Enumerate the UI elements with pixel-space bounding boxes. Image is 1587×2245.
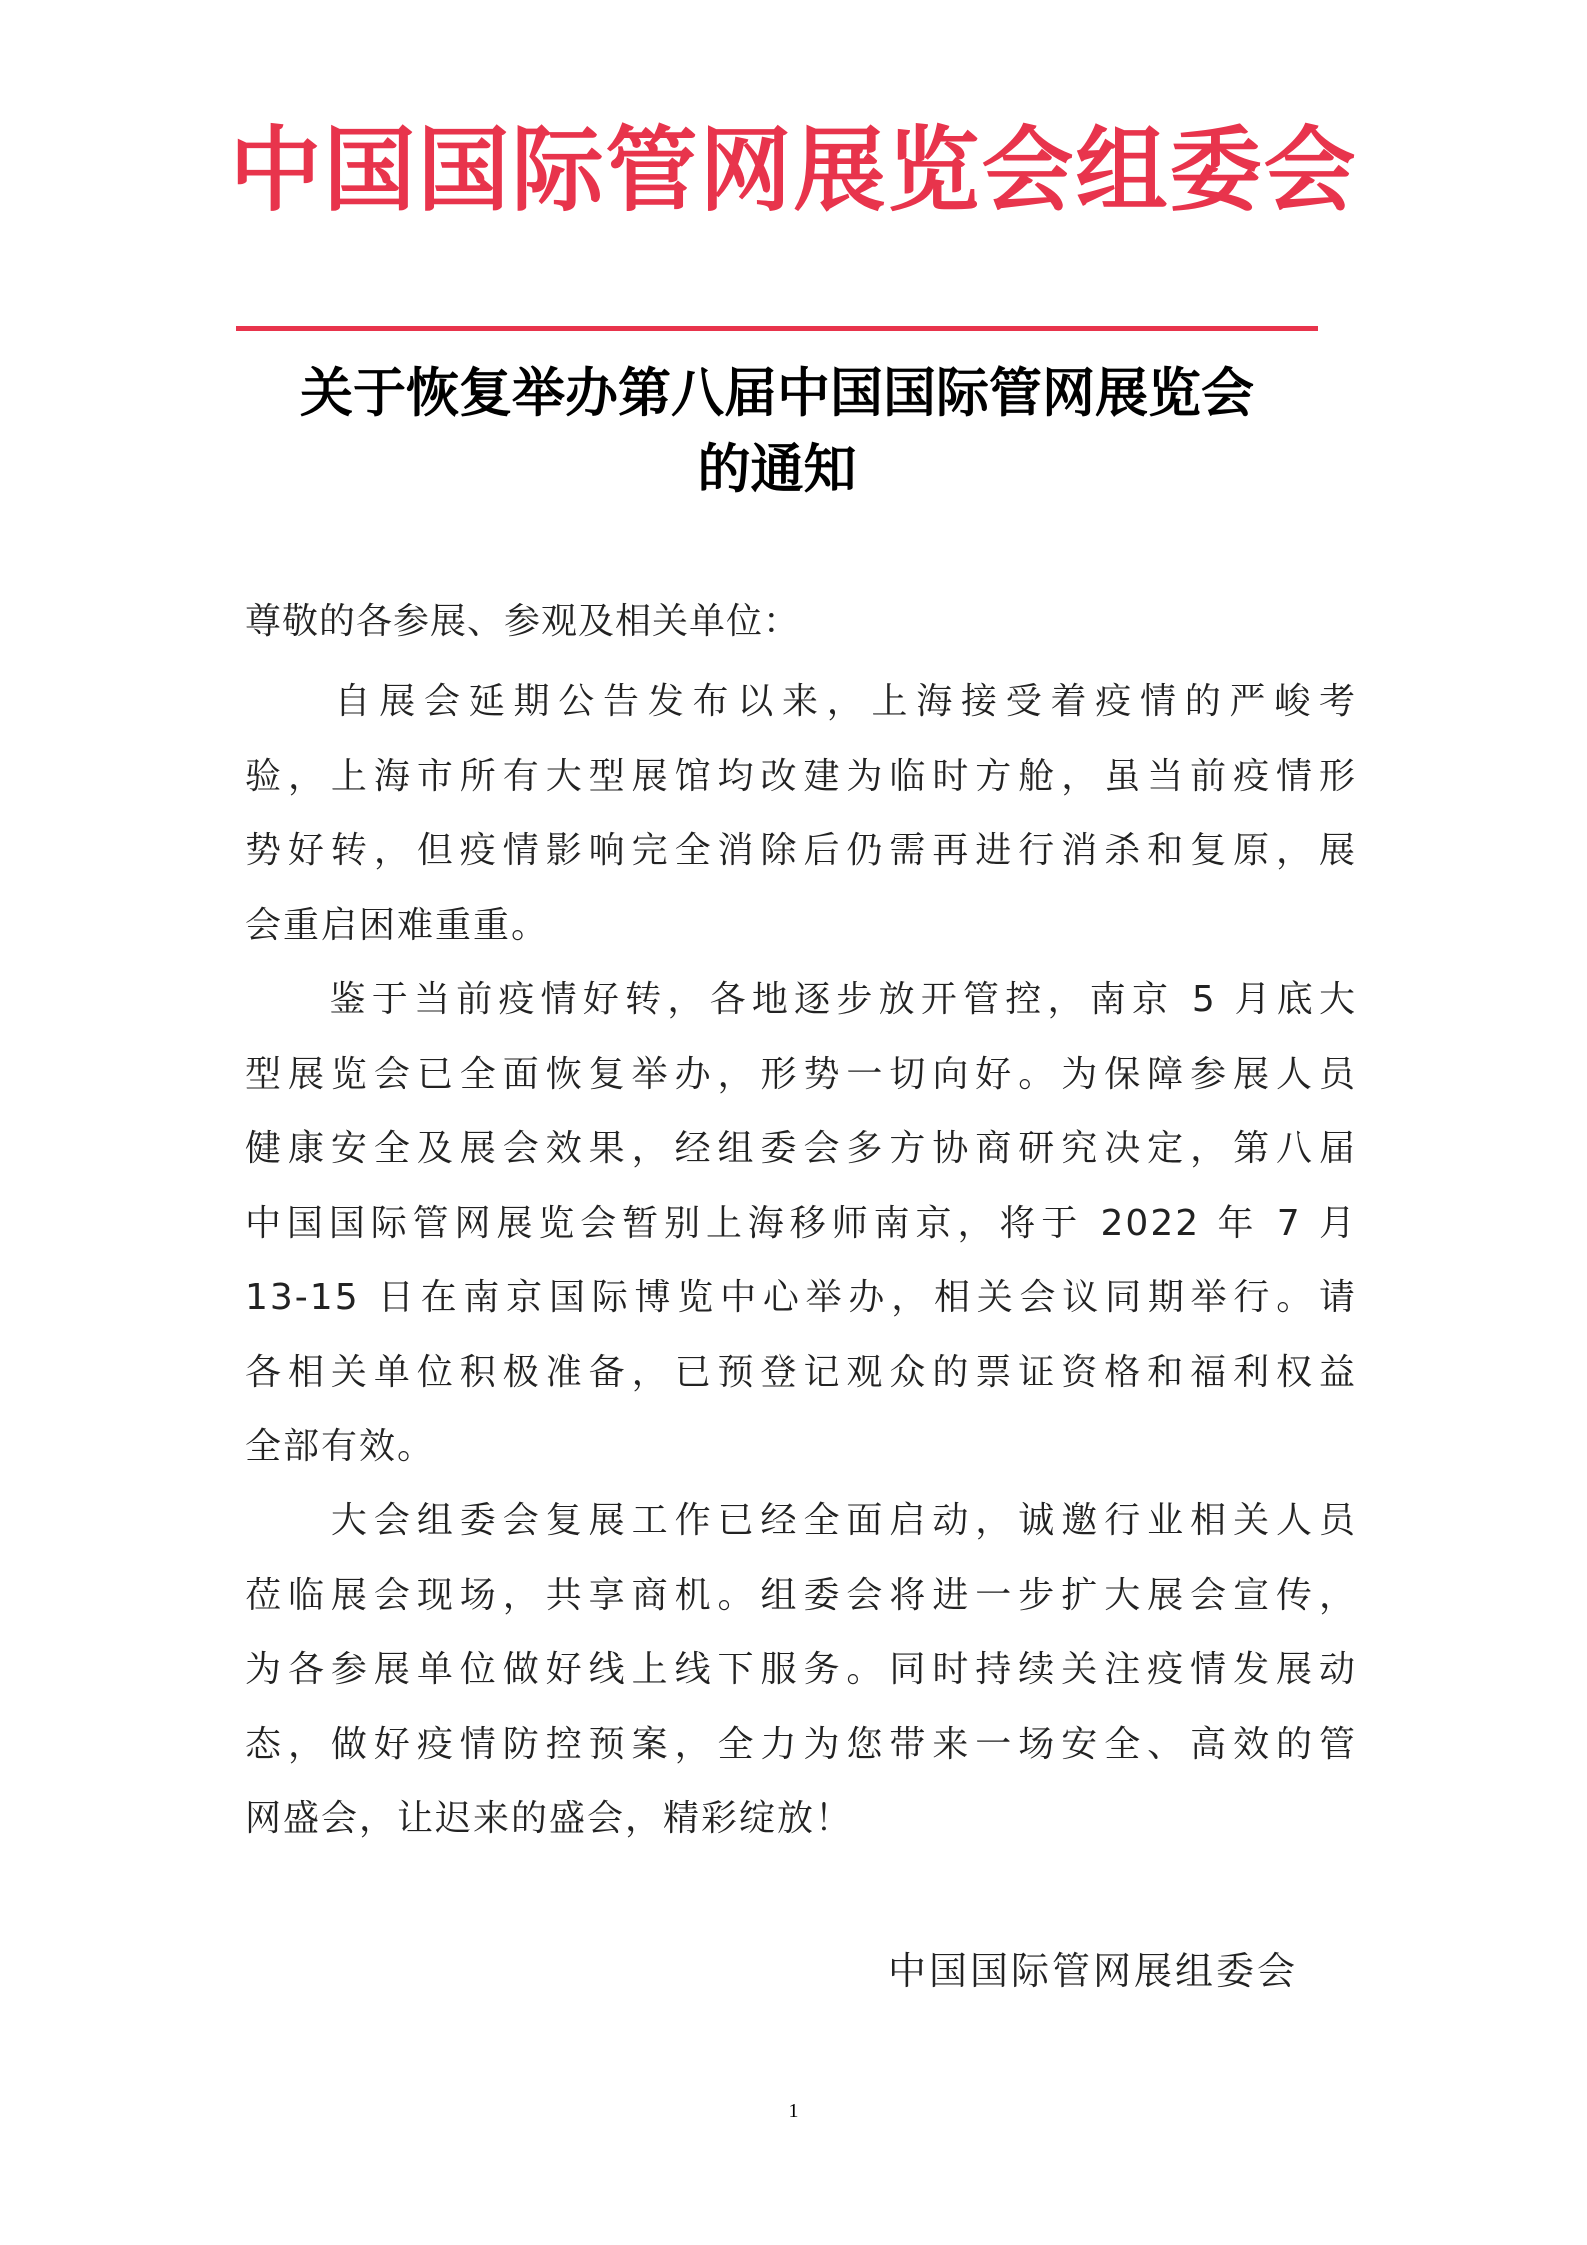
paragraph-line: 自展会延期公告发布以来，上海接受着疫情的严峻考	[245, 681, 1357, 722]
paragraph-line: 网盛会，让迟来的盛会，精彩绽放！	[245, 1798, 854, 1839]
page-number: 1	[788, 2100, 799, 2122]
signature: 中国国际管网展组委会	[888, 1949, 1299, 1993]
paragraph-line: 势好转，但疫情影响完全消除后仍需再进行消杀和复原，展	[245, 830, 1357, 871]
body-paragraph-1	[245, 665, 1357, 963]
paragraph-line: 各相关单位积极准备，已预登记观众的票证资格和福利权益	[245, 1351, 1357, 1393]
document-title-line: 的通知	[697, 438, 857, 500]
letterhead-title: 中国国际管网展览会组委会	[229, 116, 1358, 224]
paragraph-line: 为各参展单位做好线上线下服务。同时持续关注疫情发展动	[245, 1649, 1357, 1690]
letterhead-divider	[236, 326, 1318, 331]
paragraph-line: 13-15 日在南京国际博览中心举办，相关会议同期举行。请	[245, 1277, 1357, 1318]
document-title-line: 关于恢复举办第八届中国国际管网展览会	[300, 362, 1254, 424]
paragraph-line: 会重启困难重重。	[245, 904, 550, 946]
salutation: 尊敬的各参展、参观及相关单位：	[245, 601, 801, 642]
paragraph-line: 验，上海市所有大型展馆均改建为临时方舱，虽当前疫情形	[245, 755, 1357, 797]
paragraph-line: 中国国际管网展览会暂别上海移师南京，将于 2022 年 7 月	[245, 1202, 1357, 1244]
paragraph-line: 态，做好疫情防控预案，全力为您带来一场安全、高效的管	[245, 1723, 1357, 1765]
paragraph-line: 全部有效。	[245, 1426, 436, 1467]
body-paragraph-2	[245, 963, 1357, 1485]
body-paragraph-3	[245, 1484, 1357, 1857]
paragraph-line: 莅临展会现场，共享商机。组委会将进一步扩大展会宣传，	[245, 1574, 1357, 1616]
paragraph-line: 鉴于当前疫情好转，各地逐步放开管控，南京 5 月底大	[245, 979, 1357, 1020]
paragraph-line: 型展览会已全面恢复举办，形势一切向好。为保障参展人员	[245, 1053, 1357, 1095]
paragraph-line: 健康安全及展会效果，经组委会多方协商研究决定，第八届	[245, 1128, 1357, 1169]
paragraph-line: 大会组委会复展工作已经全面启动，诚邀行业相关人员	[245, 1500, 1357, 1541]
document-title	[236, 355, 1318, 507]
